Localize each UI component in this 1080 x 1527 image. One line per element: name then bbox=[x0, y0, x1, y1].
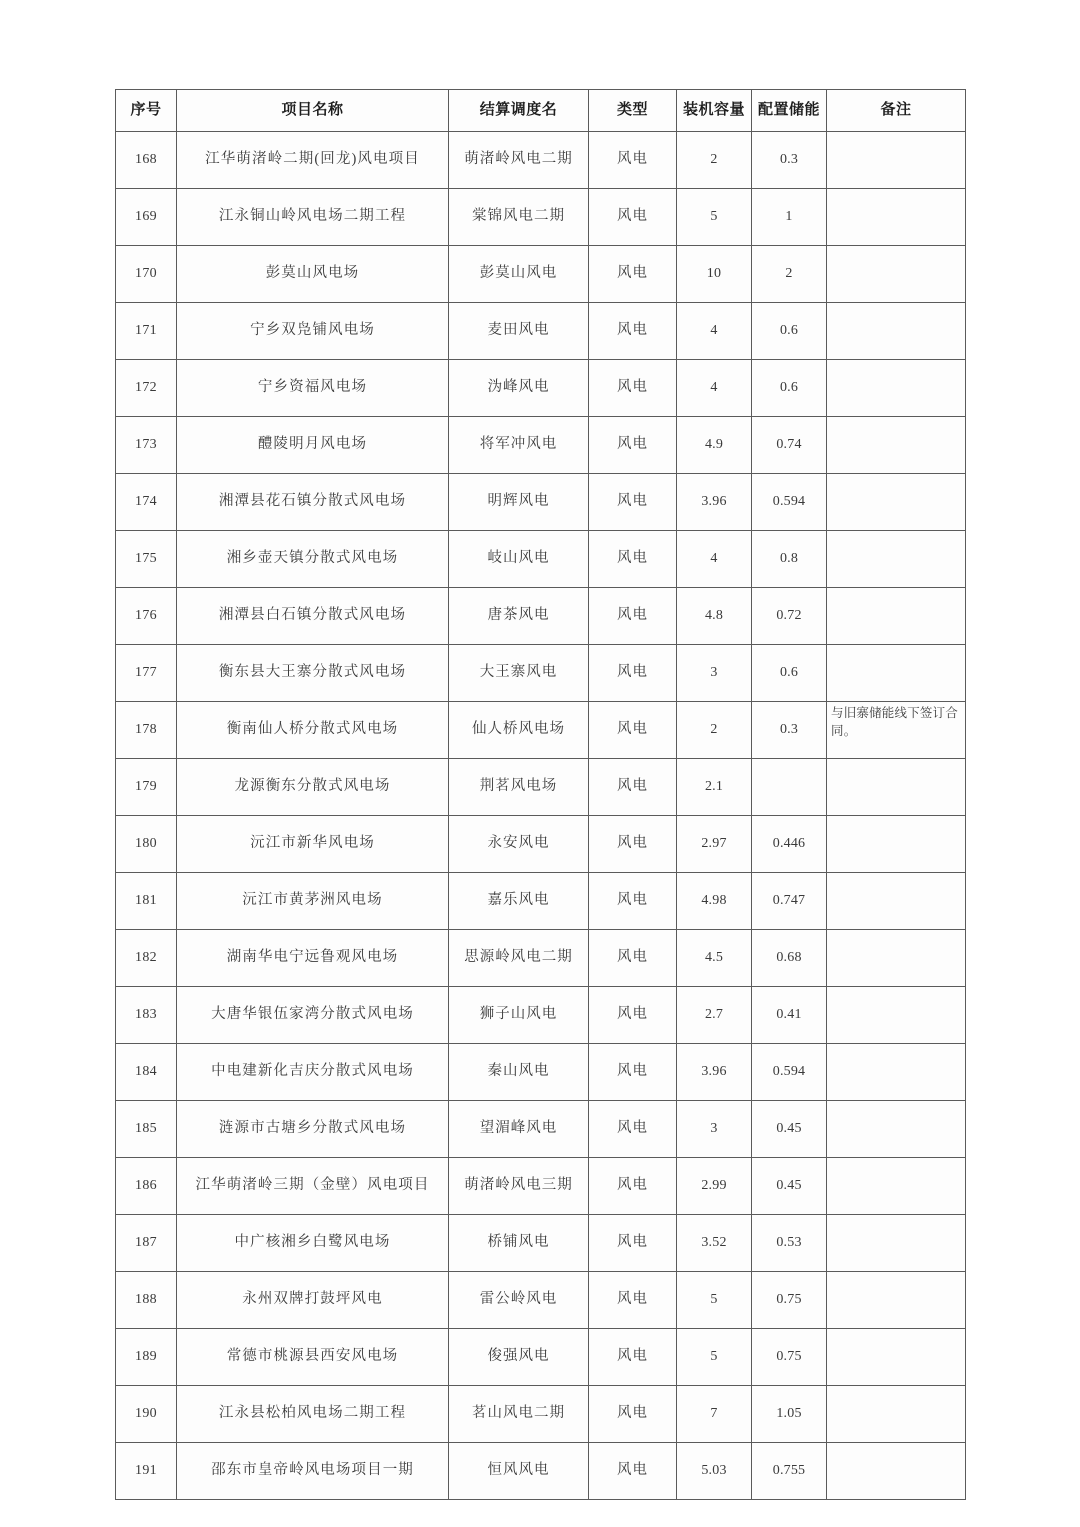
cell-remark bbox=[827, 588, 966, 645]
cell-type: 风电 bbox=[589, 246, 677, 303]
cell-name: 宁乡双凫铺风电场 bbox=[177, 303, 449, 360]
cell-seq: 176 bbox=[116, 588, 177, 645]
cell-type: 风电 bbox=[589, 1386, 677, 1443]
cell-storage: 0.3 bbox=[752, 702, 827, 759]
cell-cap: 4 bbox=[677, 531, 752, 588]
table-row bbox=[116, 1044, 966, 1101]
cell-cap: 2.7 bbox=[677, 987, 752, 1044]
cell-seq: 175 bbox=[116, 531, 177, 588]
cell-name: 湖南华电宁远鲁观风电场 bbox=[177, 930, 449, 987]
cell-storage: 0.6 bbox=[752, 360, 827, 417]
cell-storage: 0.75 bbox=[752, 1272, 827, 1329]
column-header-storage: 配置储能 bbox=[752, 90, 827, 132]
cell-type: 风电 bbox=[589, 303, 677, 360]
table-row bbox=[116, 930, 966, 987]
cell-remark bbox=[827, 930, 966, 987]
cell-type: 风电 bbox=[589, 1158, 677, 1215]
cell-storage: 0.3 bbox=[752, 132, 827, 189]
cell-seq: 182 bbox=[116, 930, 177, 987]
cell-remark bbox=[827, 816, 966, 873]
cell-seq: 191 bbox=[116, 1443, 177, 1500]
cell-seq: 189 bbox=[116, 1329, 177, 1386]
cell-seq: 185 bbox=[116, 1101, 177, 1158]
cell-type: 风电 bbox=[589, 873, 677, 930]
cell-sched: 秦山风电 bbox=[449, 1044, 589, 1101]
cell-cap: 2 bbox=[677, 702, 752, 759]
cell-remark bbox=[827, 1101, 966, 1158]
cell-storage: 1 bbox=[752, 189, 827, 246]
cell-seq: 169 bbox=[116, 189, 177, 246]
table-row bbox=[116, 702, 966, 759]
column-header-remark: 备注 bbox=[827, 90, 966, 132]
cell-type: 风电 bbox=[589, 531, 677, 588]
cell-name: 龙源衡东分散式风电场 bbox=[177, 759, 449, 816]
cell-seq: 183 bbox=[116, 987, 177, 1044]
cell-name: 江华萌渚岭三期（金壁）风电项目 bbox=[177, 1158, 449, 1215]
table-row bbox=[116, 417, 966, 474]
cell-sched: 俊强风电 bbox=[449, 1329, 589, 1386]
cell-name: 大唐华银伍家湾分散式风电场 bbox=[177, 987, 449, 1044]
wind-power-project-table bbox=[115, 89, 966, 1500]
cell-type: 风电 bbox=[589, 702, 677, 759]
cell-type: 风电 bbox=[589, 132, 677, 189]
table-row bbox=[116, 1101, 966, 1158]
cell-storage: 2 bbox=[752, 246, 827, 303]
cell-remark bbox=[827, 759, 966, 816]
cell-remark bbox=[827, 1272, 966, 1329]
cell-cap: 3.96 bbox=[677, 1044, 752, 1101]
cell-cap: 5 bbox=[677, 189, 752, 246]
table-row bbox=[116, 132, 966, 189]
cell-name: 涟源市古塘乡分散式风电场 bbox=[177, 1101, 449, 1158]
cell-sched: 大王寨风电 bbox=[449, 645, 589, 702]
cell-storage: 0.41 bbox=[752, 987, 827, 1044]
cell-type: 风电 bbox=[589, 645, 677, 702]
cell-type: 风电 bbox=[589, 1101, 677, 1158]
cell-type: 风电 bbox=[589, 360, 677, 417]
cell-type: 风电 bbox=[589, 1215, 677, 1272]
cell-remark bbox=[827, 1386, 966, 1443]
cell-cap: 4 bbox=[677, 303, 752, 360]
cell-cap: 4.9 bbox=[677, 417, 752, 474]
cell-sched: 唐茶风电 bbox=[449, 588, 589, 645]
cell-name: 衡南仙人桥分散式风电场 bbox=[177, 702, 449, 759]
table-row bbox=[116, 474, 966, 531]
table-row bbox=[116, 987, 966, 1044]
cell-sched: 嘉乐风电 bbox=[449, 873, 589, 930]
cell-type: 风电 bbox=[589, 987, 677, 1044]
cell-name: 江永铜山岭风电场二期工程 bbox=[177, 189, 449, 246]
cell-name: 湘潭县白石镇分散式风电场 bbox=[177, 588, 449, 645]
cell-cap: 3.52 bbox=[677, 1215, 752, 1272]
cell-cap: 10 bbox=[677, 246, 752, 303]
cell-name: 湘潭县花石镇分散式风电场 bbox=[177, 474, 449, 531]
cell-storage: 0.45 bbox=[752, 1158, 827, 1215]
cell-type: 风电 bbox=[589, 1443, 677, 1500]
cell-seq: 174 bbox=[116, 474, 177, 531]
cell-type: 风电 bbox=[589, 588, 677, 645]
cell-seq: 179 bbox=[116, 759, 177, 816]
cell-name: 邵东市皇帝岭风电场项目一期 bbox=[177, 1443, 449, 1500]
table-row bbox=[116, 645, 966, 702]
cell-seq: 171 bbox=[116, 303, 177, 360]
cell-cap: 2.99 bbox=[677, 1158, 752, 1215]
cell-name: 衡东县大王寨分散式风电场 bbox=[177, 645, 449, 702]
cell-name: 沅江市黄茅洲风电场 bbox=[177, 873, 449, 930]
cell-sched: 沩峰风电 bbox=[449, 360, 589, 417]
cell-type: 风电 bbox=[589, 417, 677, 474]
cell-seq: 190 bbox=[116, 1386, 177, 1443]
column-header-type: 类型 bbox=[589, 90, 677, 132]
cell-cap: 2 bbox=[677, 132, 752, 189]
table-row bbox=[116, 360, 966, 417]
cell-storage: 0.6 bbox=[752, 645, 827, 702]
cell-name: 常德市桃源县西安风电场 bbox=[177, 1329, 449, 1386]
cell-seq: 186 bbox=[116, 1158, 177, 1215]
cell-storage: 0.594 bbox=[752, 474, 827, 531]
cell-storage: 0.74 bbox=[752, 417, 827, 474]
column-header-sched: 结算调度名 bbox=[449, 90, 589, 132]
table-row bbox=[116, 246, 966, 303]
cell-type: 风电 bbox=[589, 1044, 677, 1101]
table-row bbox=[116, 1386, 966, 1443]
cell-storage: 0.72 bbox=[752, 588, 827, 645]
cell-storage: 1.05 bbox=[752, 1386, 827, 1443]
cell-remark bbox=[827, 189, 966, 246]
cell-sched: 萌渚岭风电二期 bbox=[449, 132, 589, 189]
cell-name: 湘乡壶天镇分散式风电场 bbox=[177, 531, 449, 588]
cell-remark bbox=[827, 246, 966, 303]
table-row bbox=[116, 816, 966, 873]
table-row bbox=[116, 1158, 966, 1215]
cell-seq: 172 bbox=[116, 360, 177, 417]
table-row bbox=[116, 1272, 966, 1329]
cell-cap: 3 bbox=[677, 1101, 752, 1158]
table-row bbox=[116, 588, 966, 645]
cell-storage: 0.446 bbox=[752, 816, 827, 873]
cell-cap: 3.96 bbox=[677, 474, 752, 531]
cell-name: 江永县松柏风电场二期工程 bbox=[177, 1386, 449, 1443]
cell-seq: 187 bbox=[116, 1215, 177, 1272]
cell-remark: 与旧寨储能线下签订合同。 bbox=[827, 702, 966, 759]
cell-storage: 0.75 bbox=[752, 1329, 827, 1386]
table-row bbox=[116, 189, 966, 246]
cell-storage: 0.53 bbox=[752, 1215, 827, 1272]
cell-remark bbox=[827, 360, 966, 417]
cell-sched: 萌渚岭风电三期 bbox=[449, 1158, 589, 1215]
cell-storage: 0.45 bbox=[752, 1101, 827, 1158]
cell-storage: 0.594 bbox=[752, 1044, 827, 1101]
cell-remark bbox=[827, 531, 966, 588]
table-row bbox=[116, 303, 966, 360]
cell-cap: 5.03 bbox=[677, 1443, 752, 1500]
cell-cap: 5 bbox=[677, 1329, 752, 1386]
cell-seq: 178 bbox=[116, 702, 177, 759]
cell-type: 风电 bbox=[589, 1329, 677, 1386]
column-header-cap: 装机容量 bbox=[677, 90, 752, 132]
cell-sched: 望湄峰风电 bbox=[449, 1101, 589, 1158]
cell-remark bbox=[827, 132, 966, 189]
cell-name: 中广核湘乡白鹭风电场 bbox=[177, 1215, 449, 1272]
cell-sched: 明辉风电 bbox=[449, 474, 589, 531]
cell-seq: 173 bbox=[116, 417, 177, 474]
cell-seq: 168 bbox=[116, 132, 177, 189]
cell-seq: 184 bbox=[116, 1044, 177, 1101]
cell-cap: 4 bbox=[677, 360, 752, 417]
cell-type: 风电 bbox=[589, 759, 677, 816]
cell-type: 风电 bbox=[589, 930, 677, 987]
cell-name: 永州双牌打鼓坪风电 bbox=[177, 1272, 449, 1329]
cell-type: 风电 bbox=[589, 189, 677, 246]
cell-sched: 桥铺风电 bbox=[449, 1215, 589, 1272]
column-header-name: 项目名称 bbox=[177, 90, 449, 132]
cell-seq: 180 bbox=[116, 816, 177, 873]
cell-cap: 2.1 bbox=[677, 759, 752, 816]
cell-cap: 7 bbox=[677, 1386, 752, 1443]
table-row bbox=[116, 531, 966, 588]
cell-cap: 5 bbox=[677, 1272, 752, 1329]
table-row bbox=[116, 1443, 966, 1500]
cell-storage: 0.755 bbox=[752, 1443, 827, 1500]
table-row bbox=[116, 759, 966, 816]
table-row bbox=[116, 1215, 966, 1272]
cell-seq: 181 bbox=[116, 873, 177, 930]
cell-cap: 4.5 bbox=[677, 930, 752, 987]
cell-name: 沅江市新华风电场 bbox=[177, 816, 449, 873]
cell-cap: 2.97 bbox=[677, 816, 752, 873]
cell-sched: 狮子山风电 bbox=[449, 987, 589, 1044]
table-body bbox=[116, 132, 966, 1500]
cell-sched: 思源岭风电二期 bbox=[449, 930, 589, 987]
cell-cap: 3 bbox=[677, 645, 752, 702]
cell-name: 彭莫山风电场 bbox=[177, 246, 449, 303]
cell-type: 风电 bbox=[589, 816, 677, 873]
cell-remark bbox=[827, 1044, 966, 1101]
table-row bbox=[116, 1329, 966, 1386]
cell-sched: 雷公岭风电 bbox=[449, 1272, 589, 1329]
cell-sched: 彭莫山风电 bbox=[449, 246, 589, 303]
cell-seq: 177 bbox=[116, 645, 177, 702]
cell-cap: 4.98 bbox=[677, 873, 752, 930]
cell-storage bbox=[752, 759, 827, 816]
cell-name: 醴陵明月风电场 bbox=[177, 417, 449, 474]
cell-remark bbox=[827, 417, 966, 474]
cell-sched: 岐山风电 bbox=[449, 531, 589, 588]
column-header-seq: 序号 bbox=[116, 90, 177, 132]
cell-remark bbox=[827, 1215, 966, 1272]
cell-seq: 170 bbox=[116, 246, 177, 303]
cell-storage: 0.8 bbox=[752, 531, 827, 588]
cell-type: 风电 bbox=[589, 1272, 677, 1329]
cell-sched: 荆茗风电场 bbox=[449, 759, 589, 816]
cell-sched: 永安风电 bbox=[449, 816, 589, 873]
cell-remark bbox=[827, 1443, 966, 1500]
cell-sched: 恒风风电 bbox=[449, 1443, 589, 1500]
cell-name: 宁乡资福风电场 bbox=[177, 360, 449, 417]
cell-cap: 4.8 bbox=[677, 588, 752, 645]
cell-type: 风电 bbox=[589, 474, 677, 531]
cell-remark bbox=[827, 1158, 966, 1215]
project-table-container bbox=[115, 89, 965, 1500]
cell-name: 江华萌渚岭二期(回龙)风电项目 bbox=[177, 132, 449, 189]
cell-sched: 麦田风电 bbox=[449, 303, 589, 360]
cell-remark bbox=[827, 987, 966, 1044]
cell-remark bbox=[827, 474, 966, 531]
cell-storage: 0.68 bbox=[752, 930, 827, 987]
cell-storage: 0.747 bbox=[752, 873, 827, 930]
table-header-row bbox=[116, 90, 966, 132]
cell-remark bbox=[827, 303, 966, 360]
cell-remark bbox=[827, 1329, 966, 1386]
cell-remark bbox=[827, 645, 966, 702]
cell-remark bbox=[827, 873, 966, 930]
table-header bbox=[116, 90, 966, 132]
cell-storage: 0.6 bbox=[752, 303, 827, 360]
cell-sched: 仙人桥风电场 bbox=[449, 702, 589, 759]
cell-name: 中电建新化吉庆分散式风电场 bbox=[177, 1044, 449, 1101]
table-row bbox=[116, 873, 966, 930]
cell-sched: 将军冲风电 bbox=[449, 417, 589, 474]
cell-sched: 棠锦风电二期 bbox=[449, 189, 589, 246]
cell-sched: 茗山风电二期 bbox=[449, 1386, 589, 1443]
cell-seq: 188 bbox=[116, 1272, 177, 1329]
